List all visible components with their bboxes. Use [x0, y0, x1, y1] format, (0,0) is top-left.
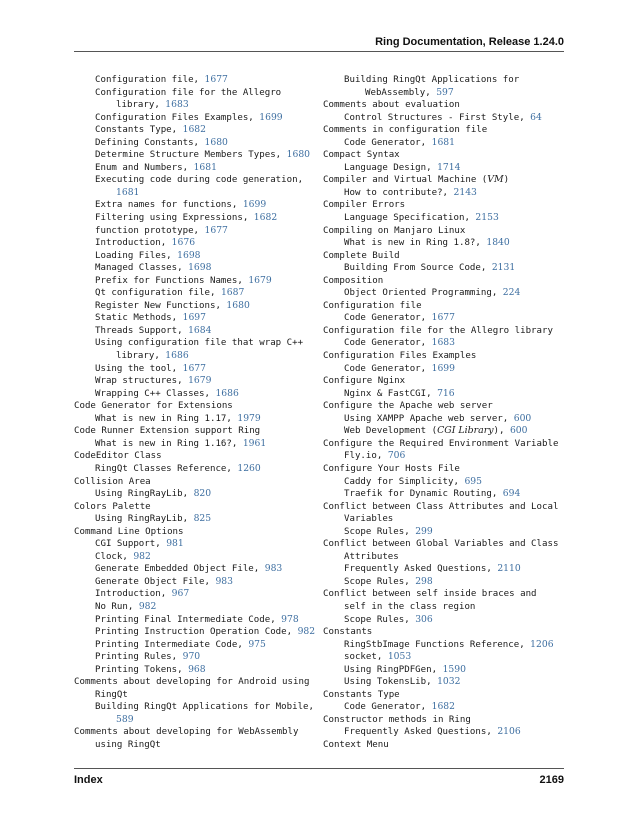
entry-tail: ) — [503, 175, 510, 186]
entry-text: Printing Rules, — [95, 652, 183, 663]
footer-section-label: Index — [74, 774, 103, 786]
index-term — [323, 714, 569, 727]
footer-page-number: 2169 — [539, 774, 564, 786]
entry-text: Constants Type, — [95, 125, 183, 136]
page-reference-link[interactable]: 1682 — [182, 124, 206, 136]
index-term — [74, 526, 320, 539]
entry-text: Language Specification, — [344, 213, 476, 224]
index-subentry — [74, 212, 320, 225]
index-subentry — [74, 287, 320, 300]
entry-text: Wrapping C++ Classes, — [95, 388, 216, 399]
entry-text: Using TokensLib, — [344, 677, 438, 688]
page-reference-link[interactable]: 1699 — [431, 362, 455, 374]
entry-text: Configure the Apache web server — [323, 401, 493, 412]
entry-continuation — [74, 689, 320, 702]
index-subentry — [323, 237, 569, 250]
index-subentry — [74, 262, 320, 275]
page-reference-link[interactable]: 299 — [415, 525, 433, 537]
page-reference-link[interactable]: 1681 — [116, 186, 140, 198]
index-subentry — [323, 476, 569, 489]
entry-text: How to contribute?, — [344, 187, 454, 198]
entry-text: Building RingQt Applications for Mobile, — [95, 702, 314, 713]
page-reference-link[interactable]: 589 — [116, 713, 134, 725]
entry-continuation — [344, 87, 569, 100]
entry-text: Prefix for Functions Names, — [95, 275, 249, 286]
page-reference-link[interactable]: 1714 — [437, 161, 461, 173]
index-column-right — [323, 74, 569, 752]
entry-text: Comments in configuration file — [323, 125, 488, 136]
index-term — [323, 275, 569, 288]
entry-text: Command Line Options — [74, 526, 184, 537]
index-subentry — [323, 639, 569, 652]
index-subentry — [74, 363, 320, 376]
entry-text: No Run, — [95, 601, 139, 612]
index-subentry — [74, 639, 320, 652]
entry-text: Using the tool, — [95, 363, 183, 374]
page-reference-link[interactable]: 597 — [436, 86, 454, 98]
entry-text: Configure Your Hosts File — [323, 463, 460, 474]
index-term — [323, 350, 569, 363]
page-reference-link[interactable]: 1699 — [259, 111, 283, 123]
entry-text: Control Structures - First Style, — [344, 112, 531, 123]
page-reference-link[interactable]: 968 — [188, 663, 206, 675]
entry-text: Using RingRayLib, — [95, 514, 194, 525]
entry-continuation-text: self in the class region — [344, 601, 476, 612]
entry-text: Configure Nginx — [323, 376, 406, 387]
index-subentry — [323, 287, 569, 300]
entry-continuation — [95, 99, 320, 112]
index-term — [323, 400, 569, 413]
entry-text: Printing Instruction Operation Code, — [95, 627, 298, 638]
entry-text: Compiler Errors — [323, 200, 406, 211]
index-subentry — [74, 601, 320, 614]
index-subentry — [323, 576, 569, 589]
entry-continuation-text: RingQt — [95, 689, 128, 700]
index-term — [323, 124, 569, 137]
index-subentry — [323, 363, 569, 376]
index-subentry — [323, 112, 569, 125]
index-subentry — [74, 337, 320, 362]
page-reference-link[interactable]: 1681 — [193, 161, 217, 173]
index-subentry — [74, 149, 320, 162]
entry-text: Extra names for functions, — [95, 200, 243, 211]
page-reference-link[interactable]: 1683 — [431, 337, 455, 349]
index-subentry — [323, 425, 569, 438]
index-subentry — [74, 626, 320, 639]
page-reference-link[interactable]: 1687 — [220, 287, 245, 299]
page-reference-link[interactable]: 1260 — [237, 462, 261, 474]
entry-text: Clock, — [95, 551, 134, 562]
entry-text: function prototype, — [95, 225, 205, 236]
entry-text: Comments about developing for WebAssembly — [74, 727, 299, 738]
entry-continuation-text: WebAssembly, — [365, 87, 437, 98]
page-reference-link[interactable]: 1677 — [204, 224, 228, 236]
index-subentry — [74, 162, 320, 175]
entry-text: Generate Object File, — [95, 576, 216, 587]
index-term — [323, 199, 569, 212]
page-reference-link[interactable]: 1684 — [188, 324, 212, 336]
index-term — [323, 149, 569, 162]
page-reference-link[interactable]: 1840 — [486, 237, 510, 249]
entry-italic: VM — [487, 174, 504, 186]
entry-text: Traefik for Dynamic Routing, — [344, 489, 503, 500]
index-subentry — [74, 388, 320, 401]
index-term — [323, 300, 569, 313]
entry-text: Building From Source Code, — [344, 263, 492, 274]
index-subentry — [323, 74, 569, 99]
page-reference-link[interactable]: 716 — [437, 387, 455, 399]
index-subentry — [74, 488, 320, 501]
entry-text: Nginx & FastCGI, — [344, 388, 438, 399]
page-reference-link[interactable]: 825 — [193, 513, 212, 525]
entry-text: CodeEditor Class — [74, 451, 162, 462]
index-subentry — [323, 701, 569, 714]
entry-italic: CGI Library — [437, 425, 494, 437]
index-term — [74, 501, 320, 514]
entry-text: Code Generator, — [344, 338, 432, 349]
index-subentry — [74, 275, 320, 288]
entry-text: Threads Support, — [95, 325, 189, 336]
entry-text: Printing Tokens, — [95, 664, 189, 675]
index-subentry — [323, 337, 569, 350]
page-reference-link[interactable]: 298 — [415, 575, 433, 587]
entry-text: Frequently Asked Questions, — [344, 564, 498, 575]
entry-tail: ), — [493, 426, 510, 437]
entry-text: Conflict between Class Attributes and Local — [323, 501, 559, 512]
entry-text: Printing Intermediate Code, — [95, 639, 249, 650]
page-reference-link[interactable]: 2153 — [475, 212, 499, 224]
index-subentry — [74, 413, 320, 426]
index-subentry — [323, 388, 569, 401]
index-term — [74, 676, 320, 701]
entry-text: socket, — [344, 652, 388, 663]
entry-continuation — [323, 601, 569, 614]
page-reference-link[interactable]: 1590 — [442, 663, 466, 675]
index-subentry — [74, 551, 320, 564]
entry-text: Using XAMPP Apache web server, — [344, 413, 514, 424]
page-reference-link[interactable]: 706 — [387, 450, 406, 462]
page-reference-link[interactable]: 2106 — [497, 726, 521, 738]
entry-text: Determine Structure Members Types, — [95, 150, 287, 161]
page-reference-link[interactable]: 1680 — [286, 149, 311, 161]
page-reference-link[interactable]: 1676 — [171, 237, 196, 249]
page-reference-link[interactable]: 1677 — [431, 312, 455, 324]
entry-text: Introduction, — [95, 238, 172, 249]
index-subentry — [323, 162, 569, 175]
index-term — [323, 438, 569, 451]
index-term — [323, 588, 569, 613]
entry-text: Wrap structures, — [95, 376, 189, 387]
entry-text: Fly.io, — [344, 451, 388, 462]
entry-text: Configuration file, — [95, 75, 205, 85]
page-reference-link[interactable]: 695 — [464, 475, 482, 487]
entry-continuation-text: library, — [116, 100, 166, 111]
entry-continuation — [323, 513, 569, 526]
entry-text: Caddy for Simplicity, — [344, 476, 465, 487]
index-subentry — [74, 312, 320, 325]
index-subentry — [74, 199, 320, 212]
index-subentry — [74, 563, 320, 576]
index-subentry — [323, 488, 569, 501]
entry-text: Comments about developing for Android using — [74, 677, 310, 688]
index-term — [323, 99, 569, 112]
index-subentry — [74, 375, 320, 388]
page-reference-link[interactable]: 2110 — [497, 563, 521, 575]
page-reference-link[interactable]: 1206 — [530, 638, 554, 650]
index-term — [323, 325, 569, 338]
page-reference-link[interactable]: 1683 — [165, 99, 189, 111]
entry-text: What is new in Ring 1.16?, — [95, 438, 243, 449]
entry-text: Scope Rules, — [344, 526, 416, 537]
entry-text: Executing code during code generation, — [95, 175, 304, 186]
index-term — [74, 726, 320, 751]
entry-text: What is new in Ring 1.17, — [95, 413, 238, 424]
entry-text: Compact Syntax — [323, 150, 400, 161]
entry-text: Using configuration file that wrap C++ — [95, 338, 304, 349]
index-term — [74, 425, 320, 438]
page-reference-link[interactable]: 1053 — [387, 651, 412, 663]
entry-text: Register New Functions, — [95, 300, 227, 311]
index-subentry — [74, 124, 320, 137]
index-subentry — [323, 526, 569, 539]
entry-continuation — [95, 350, 320, 363]
index-subentry — [323, 726, 569, 739]
index-subentry — [323, 664, 569, 677]
page-reference-link[interactable]: 1686 — [165, 350, 189, 362]
entry-text: Enum and Numbers, — [95, 162, 194, 173]
page-reference-link[interactable]: 1679 — [248, 274, 272, 286]
entry-text: Composition — [323, 275, 384, 286]
index-term — [323, 501, 569, 526]
index-term — [74, 400, 320, 413]
index-subentry — [74, 237, 320, 250]
entry-text: Static Methods, — [95, 313, 183, 324]
entry-text: What is new in Ring 1.8?, — [344, 238, 487, 249]
entry-text: Comments about evaluation — [323, 100, 460, 111]
entry-text: Loading Files, — [95, 250, 178, 261]
entry-continuation-text: Variables — [344, 514, 394, 525]
page-reference-link[interactable]: 64 — [530, 111, 542, 123]
entry-text: RingQt Classes Reference, — [95, 463, 238, 474]
entry-text: Constants — [323, 627, 373, 638]
page-reference-link[interactable]: 820 — [193, 488, 212, 500]
index-term — [323, 174, 569, 187]
index-subentry — [323, 262, 569, 275]
index-subentry — [74, 438, 320, 451]
index-subentry — [74, 614, 320, 627]
index-term — [323, 538, 569, 563]
page-reference-link[interactable]: 2131 — [491, 262, 516, 274]
page-reference-link[interactable]: 306 — [415, 613, 433, 625]
entry-text: Scope Rules, — [344, 614, 416, 625]
entry-text: Configuration file for the Allegro library — [323, 325, 553, 336]
entry-text: Object Oriented Programming, — [344, 288, 503, 299]
entry-text: Complete Build — [323, 250, 400, 261]
header-rule — [74, 51, 564, 52]
page-reference-link[interactable]: 1680 — [204, 136, 228, 148]
index-subentry — [74, 137, 320, 150]
index-subentry — [74, 513, 320, 526]
index-term — [323, 739, 569, 752]
index-subentry — [74, 463, 320, 476]
entry-text: Constructor methods in Ring — [323, 714, 471, 725]
page-reference-link[interactable]: 1698 — [177, 249, 201, 261]
index-subentry — [74, 74, 320, 87]
entry-text: Scope Rules, — [344, 576, 416, 587]
entry-text: Managed Classes, — [95, 263, 189, 274]
entry-text: Using RingRayLib, — [95, 489, 194, 500]
page-reference-link[interactable]: 1032 — [437, 676, 461, 688]
index-subentry — [323, 651, 569, 664]
entry-text: Context Menu — [323, 739, 389, 750]
entry-text: Constants Type — [323, 689, 400, 700]
entry-text: Compiling on Manjaro Linux — [323, 225, 466, 236]
page-reference-link[interactable]: 694 — [502, 488, 521, 500]
entry-text: Conflict between self inside braces and — [323, 589, 537, 600]
entry-text: Code Generator for Extensions — [74, 401, 233, 412]
index-term — [74, 476, 320, 489]
index-subentry — [74, 651, 320, 664]
page-reference-link[interactable]: 967 — [171, 588, 190, 600]
entry-text: Conflict between Global Variables and Class — [323, 539, 559, 550]
index-column-left — [74, 74, 320, 752]
index-subentry — [323, 614, 569, 627]
entry-text: Configuration file for the Allegro — [95, 87, 282, 98]
index-term — [323, 626, 569, 639]
entry-text: Using RingPDFGen, — [344, 664, 443, 675]
entry-continuation — [95, 187, 320, 200]
entry-text: Web Development ( — [344, 426, 438, 437]
page-reference-link[interactable]: 600 — [513, 412, 532, 424]
page-reference-link[interactable]: 982 — [138, 600, 157, 612]
index-term — [323, 225, 569, 238]
page-reference-link[interactable]: 982 — [297, 626, 316, 638]
entry-text: Filtering using Expressions, — [95, 213, 254, 224]
index-subentry — [74, 174, 320, 199]
entry-text: Configuration file — [323, 300, 422, 311]
page-reference-link[interactable]: 1698 — [188, 262, 212, 274]
entry-text: Code Generator, — [344, 363, 432, 374]
entry-text: Code Generator, — [344, 702, 432, 713]
index-subentry — [74, 701, 320, 726]
index-subentry — [74, 87, 320, 112]
page-reference-link[interactable]: 1686 — [215, 387, 239, 399]
entry-text: RingStbImage Functions Reference, — [344, 639, 531, 650]
page-reference-link[interactable]: 1681 — [431, 136, 455, 148]
index-term — [323, 375, 569, 388]
page-reference-link[interactable]: 981 — [166, 538, 184, 550]
running-header-title: Ring Documentation, Release 1.24.0 — [375, 36, 564, 48]
index-subentry — [74, 250, 320, 263]
entry-continuation-text: library, — [116, 351, 166, 362]
footer-rule — [74, 768, 564, 769]
entry-text: Configuration Files Examples, — [95, 112, 260, 123]
index-subentry — [323, 450, 569, 463]
index-subentry — [74, 538, 320, 551]
page-reference-link[interactable]: 1979 — [237, 412, 261, 424]
entry-text: Printing Final Intermediate Code, — [95, 614, 282, 625]
index-subentry — [323, 187, 569, 200]
index-subentry — [74, 300, 320, 313]
entry-continuation — [95, 714, 320, 727]
index-subentry — [323, 413, 569, 426]
entry-text: Code Runner Extension support Ring — [74, 426, 261, 437]
index-subentry — [323, 137, 569, 150]
entry-continuation-text: using RingQt — [95, 739, 161, 750]
entry-text: Frequently Asked Questions, — [344, 727, 498, 738]
entry-text: Introduction, — [95, 589, 172, 600]
page-reference-link[interactable]: 982 — [133, 550, 151, 562]
entry-text: Configuration Files Examples — [323, 351, 477, 362]
index-term — [74, 450, 320, 463]
page-reference-link[interactable]: 1680 — [226, 299, 250, 311]
index-subentry — [323, 563, 569, 576]
page-reference-link[interactable]: 1677 — [182, 362, 206, 374]
page-reference-link[interactable]: 970 — [182, 651, 201, 663]
page-reference-link[interactable]: 2143 — [453, 186, 477, 198]
entry-text: Building RingQt Applications for — [344, 75, 520, 85]
entry-text: Defining Constants, — [95, 137, 205, 148]
page-reference-link[interactable]: 1699 — [242, 199, 267, 211]
index-subentry — [74, 664, 320, 677]
entry-text: Generate Embedded Object File, — [95, 564, 265, 575]
page-reference-link[interactable]: 1677 — [204, 74, 228, 85]
entry-text: Code Generator, — [344, 137, 432, 148]
entry-text: Code Generator, — [344, 313, 432, 324]
index-subentry — [74, 225, 320, 238]
index-subentry — [323, 676, 569, 689]
entry-text: Collision Area — [74, 476, 151, 487]
index-subentry — [74, 325, 320, 338]
entry-continuation-text: Attributes — [344, 551, 399, 562]
index-term — [323, 250, 569, 263]
page-reference-link[interactable]: 600 — [509, 425, 528, 437]
entry-continuation — [74, 739, 320, 752]
page-reference-link[interactable]: 983 — [264, 563, 283, 575]
page-reference-link[interactable]: 1679 — [188, 375, 212, 387]
index-subentry — [323, 312, 569, 325]
index-subentry — [323, 212, 569, 225]
entry-text: Qt configuration file, — [95, 288, 221, 299]
index-subentry — [74, 588, 320, 601]
index-subentry — [74, 576, 320, 589]
page-reference-link[interactable]: 975 — [248, 638, 266, 650]
entry-text: Language Design, — [344, 162, 438, 173]
entry-text: Configure the Required Environment Variable — [323, 438, 559, 449]
page-reference-link[interactable]: 1961 — [242, 437, 267, 449]
entry-text: Compiler and Virtual Machine ( — [323, 175, 488, 186]
page-reference-link[interactable]: 224 — [502, 287, 521, 299]
page-reference-link[interactable]: 1682 — [253, 212, 278, 224]
page-reference-link[interactable]: 983 — [215, 575, 233, 587]
page-reference-link[interactable]: 978 — [281, 613, 299, 625]
entry-text: CGI Support, — [95, 539, 167, 550]
entry-text: Colors Palette — [74, 501, 151, 512]
index-subentry — [74, 112, 320, 125]
index-term — [323, 463, 569, 476]
index-term — [323, 689, 569, 702]
page-reference-link[interactable]: 1697 — [182, 312, 206, 324]
entry-continuation — [323, 551, 569, 564]
page-reference-link[interactable]: 1682 — [431, 701, 455, 713]
